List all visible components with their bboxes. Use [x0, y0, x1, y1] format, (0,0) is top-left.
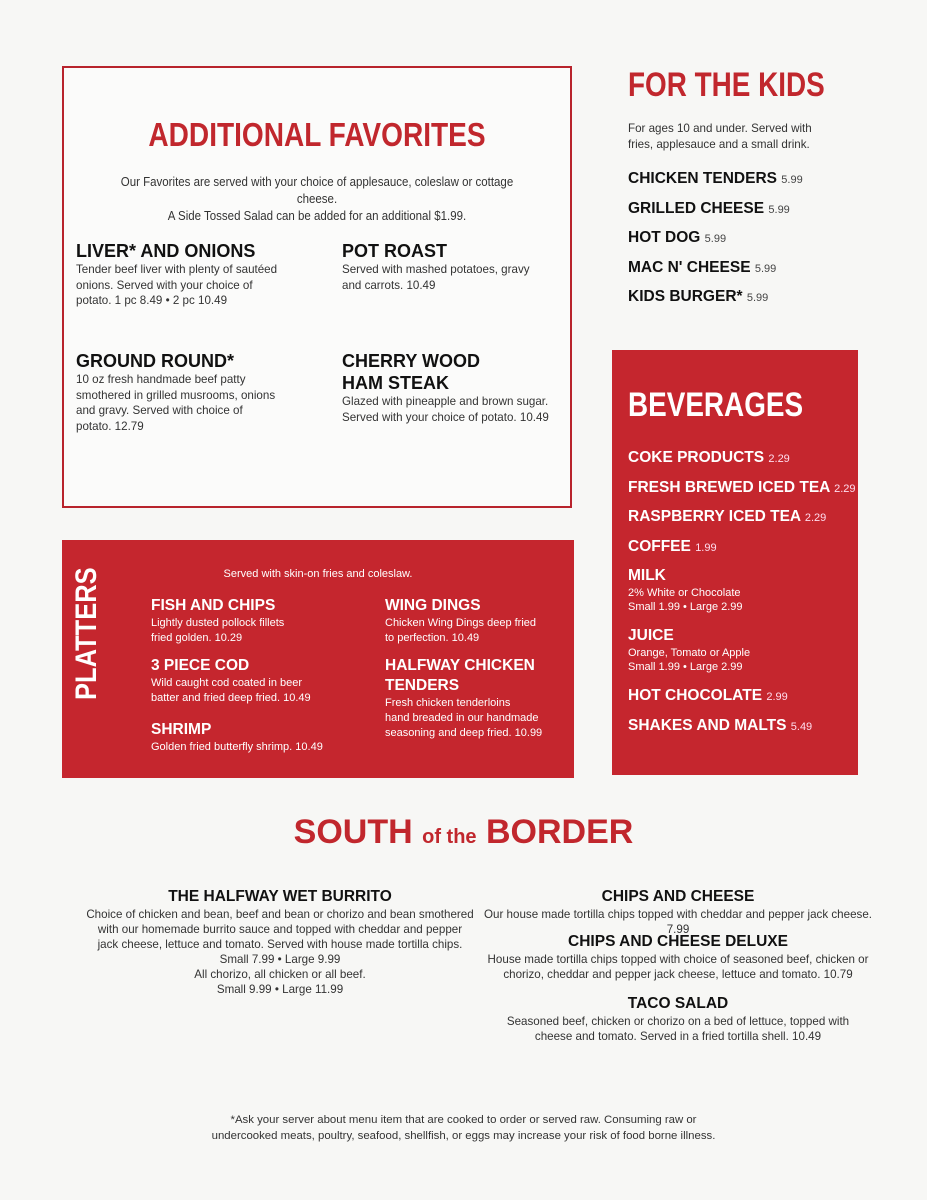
- item-name: CHERRY WOOD: [342, 351, 481, 371]
- beverages-list: [628, 448, 856, 745]
- item-desc: Served with mashed potatoes, gravy and carrots. 10.49: [342, 263, 530, 292]
- menu-item-pot-roast: [342, 240, 542, 293]
- menu-item-liver: [76, 240, 286, 309]
- additional-intro: Our Favorites are served with your choice of applesauce, coleslaw or cottage cheese. A Side Tossed Salad can be added for an additional $1.99.: [120, 175, 514, 223]
- additional-favorites-title: ADDITIONAL FAVORITES: [148, 116, 486, 153]
- list-item: FRESH BREWED ICED TEA 2.29: [628, 478, 856, 496]
- list-item: CHICKEN TENDERS 5.99: [628, 170, 803, 187]
- additional-favorites-section: [62, 66, 572, 508]
- platters-intro: Served with skin-on fries and coleslaw.: [223, 568, 413, 580]
- list-item: MILK 2% White or Chocolate Small 1.99 • Large 2.99: [628, 567, 743, 613]
- list-item: GRILLED CHEESE 5.99: [628, 199, 790, 217]
- list-item: HOT DOG 5.99: [628, 229, 727, 246]
- menu-item-wing-dings: WING DINGS Chicken Wing Dings deep fried to perfection. 10.49: [385, 597, 537, 644]
- menu-item-wet-burrito: THE HALFWAY WET BURRITO Choice of chicken and bean, beef and bean or chorizo and bean smothered with our homemade burrito sauce and topped with cheddar and pepper jack cheese, lettuce and tomato. Served with house made tortilla chips. Small 7.99 • Large 9.99 All chorizo, all chicken or all beef. Small 9.99 • Large 11.99: [86, 888, 474, 996]
- list-item: SHAKES AND MALTS 5.49: [628, 716, 813, 734]
- south-of-the-border-title: SOUTH of the BORDER: [293, 813, 634, 851]
- list-item: HOT CHOCOLATE 2.99: [628, 687, 788, 704]
- list-item: COFFEE 1.99: [628, 537, 717, 555]
- kids-title: FOR THE KIDS: [628, 66, 825, 104]
- item-desc: Glazed with pineapple and brown sugar. Served with your choice of potato. 10.49: [342, 395, 549, 424]
- menu-item-shrimp: SHRIMP Golden fried butterfly shrimp. 10.49: [151, 721, 323, 753]
- list-item: RASPBERRY ICED TEA 2.29: [628, 508, 827, 525]
- item-desc: Tender beef liver with plenty of sautéed onions. Served with your choice of potato. 1 pc 8.49 • 2 pc 10.49: [76, 263, 278, 307]
- menu-item-ham-steak: [342, 350, 562, 425]
- beverages-section: [612, 350, 858, 775]
- item-name: POT ROAST: [342, 241, 448, 261]
- item-name: HAM STEAK: [342, 373, 449, 393]
- list-item: MAC N' CHEESE 5.99: [628, 258, 777, 276]
- food-safety-footnote: *Ask your server about menu item that are cooked to order or served raw. Consuming raw or undercooked meats, poultry, seafood, shellfish, or eggs may increase your risk of food borne illness.: [211, 1114, 716, 1142]
- menu-item-fish-and-chips: FISH AND CHIPS Lightly dusted pollock fillets fried golden. 10.29: [151, 597, 285, 644]
- menu-item-chips-and-cheese-deluxe: CHIPS AND CHEESE DELUXE House made tortilla chips topped with choice of seasoned beef, chicken or chorizo, cheddar and pepper jack cheese, lettuce and tomato. 10.79: [487, 933, 869, 981]
- menu-item-taco-salad: TACO SALAD Seasoned beef, chicken or chorizo on a bed of lettuce, topped with cheese and tomato. Served in a fried tortilla shell. 10.49: [506, 995, 850, 1043]
- menu-item-3-piece-cod: 3 PIECE COD Wild caught cod coated in beer batter and fried deep fried. 10.49: [151, 657, 311, 704]
- menu-item-chips-and-cheese: CHIPS AND CHEESE Our house made tortilla chips topped with cheddar and pepper jack cheese. 7.99: [484, 888, 872, 936]
- list-item: KIDS BURGER* 5.99: [628, 288, 769, 305]
- menu-item-halfway-chicken-tenders: HALFWAY CHICKEN TENDERS Fresh chicken tenderloins hand breaded in our handmade seasoning and deep fried. 10.99: [385, 657, 543, 739]
- item-name: LIVER* AND ONIONS: [76, 241, 256, 261]
- item-desc: 10 oz fresh handmade beef patty smothered in grilled musrooms, onions and gravy. Served with choice of potato. 12.79: [76, 373, 276, 433]
- list-item: COKE PRODUCTS 2.29: [628, 449, 790, 466]
- platters-section: [62, 540, 574, 778]
- kids-intro: For ages 10 and under. Served with fries, applesauce and a small drink.: [628, 122, 812, 151]
- item-name: GROUND ROUND*: [76, 351, 235, 371]
- platters-label: PLATTERS: [70, 567, 103, 700]
- kids-menu-list: [628, 170, 803, 318]
- list-item: JUICE Orange, Tomato or Apple Small 1.99 • Large 2.99: [628, 627, 751, 673]
- menu-item-ground-round: [76, 350, 281, 434]
- beverages-title: BEVERAGES: [628, 386, 804, 424]
